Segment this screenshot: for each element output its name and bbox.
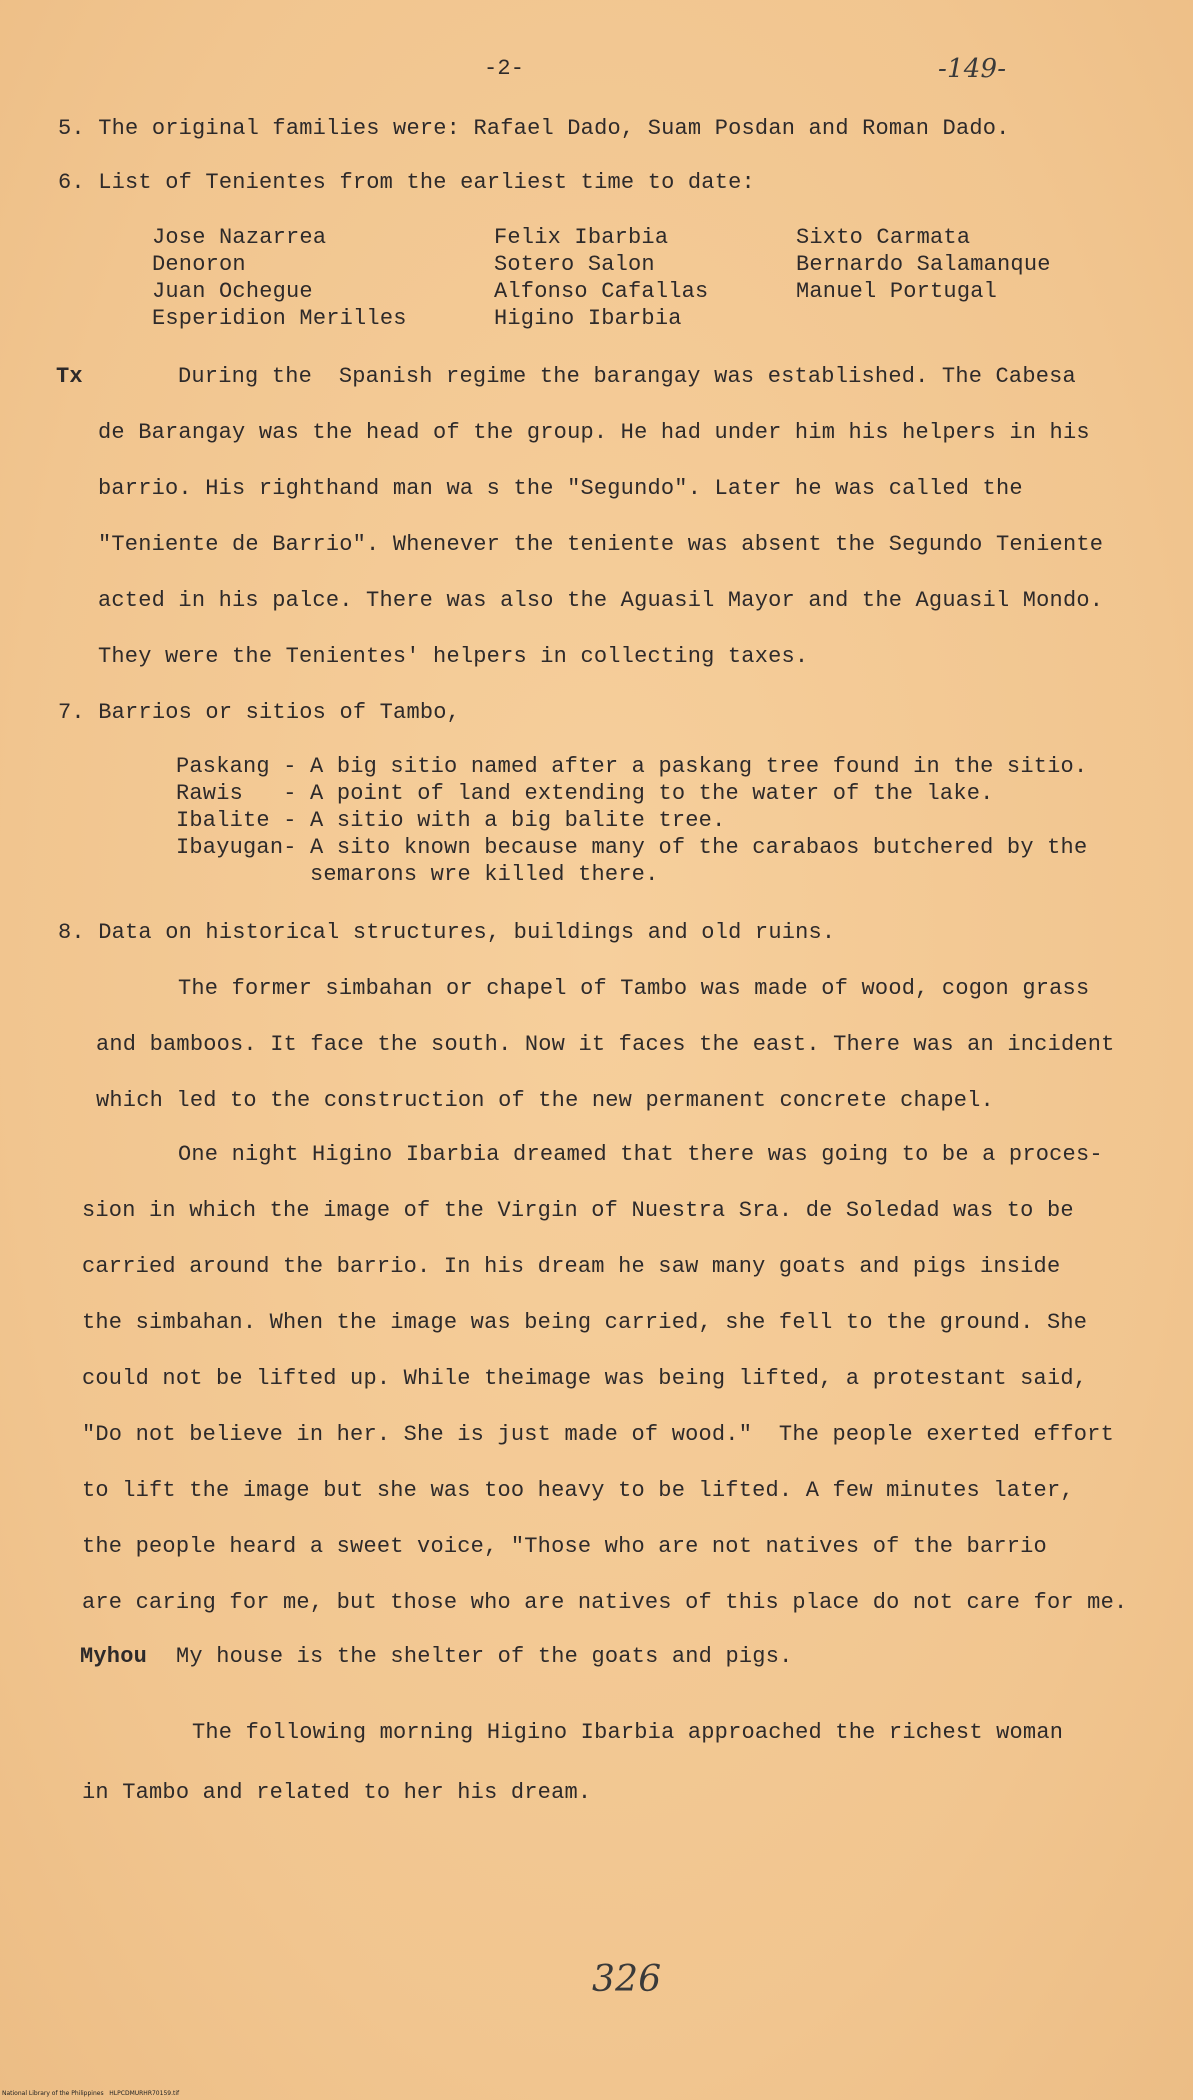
paragraph-line: They were the Tenientes' helpers in collecting taxes. [98, 644, 809, 669]
scan-footer: National Library of the Philippines HLPCDMURHR70159.tif [2, 2090, 180, 2097]
teniente-name: Juan Ochegue [152, 279, 313, 304]
page-number: -2- [484, 56, 525, 81]
paragraph-line: could not be lifted up. While theimage was being lifted, a protestant said, [82, 1366, 1088, 1391]
paragraph-line: The former simbahan or chapel of Tambo was made of wood, cogon grass [178, 976, 1090, 1001]
paragraph-line: in Tambo and related to her his dream. [82, 1780, 592, 1805]
teniente-name: Alfonso Cafallas [494, 279, 709, 304]
paragraph-line: which led to the construction of the new permanent concrete chapel. [96, 1088, 994, 1113]
paragraph-line: "Teniente de Barrio". Whenever the teniente was absent the Segundo Teniente [98, 532, 1104, 557]
sitio-entry: Ibayugan- A sito known because many of the carabaos butchered by the [176, 835, 1088, 860]
handwritten-folio-number: 326 [592, 1959, 662, 2000]
paragraph-line: to lift the image but she was too heavy to be lifted. A few minutes later, [82, 1478, 1074, 1503]
teniente-name: Sotero Salon [494, 252, 655, 277]
paragraph-line: barrio. His righthand man wa s the "Segundo". Later he was called the [98, 476, 1023, 501]
paragraph-line: and bamboos. It face the south. Now it faces the east. There was an incident [96, 1032, 1115, 1057]
paragraph-line: de Barangay was the head of the group. He had under him his helpers in his [98, 420, 1090, 445]
sitio-entry: semarons wre killed there. [176, 862, 659, 887]
paragraph-line: During the Spanish regime the barangay was established. The Cabesa [178, 364, 1076, 389]
paragraph-line: The following morning Higino Ibarbia approached the richest woman [192, 1720, 1064, 1745]
paragraph-line: sion in which the image of the Virgin of Nuestra Sra. de Soledad was to be [82, 1198, 1074, 1223]
paragraph-line: the simbahan. When the image was being carried, she fell to the ground. She [82, 1310, 1088, 1335]
house-line: My house is the shelter of the goats and pigs. [176, 1644, 793, 1669]
sitio-entry: Ibalite - A sitio with a big balite tree. [176, 808, 726, 833]
strikeover-mark: Tx [56, 364, 83, 389]
item-5-families: 5. The original families were: Rafael Dado, Suam Posdan and Roman Dado. [58, 116, 1010, 141]
paragraph-line: One night Higino Ibarbia dreamed that there was going to be a proces- [178, 1142, 1103, 1167]
paragraph-line: acted in his palce. There was also the Aguasil Mayor and the Aguasil Mondo. [98, 588, 1104, 613]
strikeover-mark: Myhou [80, 1644, 148, 1669]
teniente-name: Sixto Carmata [796, 225, 971, 250]
item-6-heading: 6. List of Tenientes from the earliest time to date: [58, 170, 755, 195]
item-7-heading: 7. Barrios or sitios of Tambo, [58, 700, 461, 725]
paragraph-line: "Do not believe in her. She is just made of wood." The people exerted effort [82, 1422, 1114, 1447]
sitio-entry: Rawis - A point of land extending to the water of the lake. [176, 781, 994, 806]
teniente-name: Denoron [152, 252, 246, 277]
paragraph-line: carried around the barrio. In his dream he saw many goats and pigs inside [82, 1254, 1061, 1279]
handwritten-page-number: -149- [938, 54, 1007, 84]
teniente-name: Bernardo Salamanque [796, 252, 1051, 277]
teniente-name: Manuel Portugal [796, 279, 998, 304]
sitio-entry: Paskang - A big sitio named after a paskang tree found in the sitio. [176, 754, 1088, 779]
teniente-name: Felix Ibarbia [494, 225, 669, 250]
teniente-name: Jose Nazarrea [152, 225, 327, 250]
paragraph-line: are caring for me, but those who are natives of this place do not care for me. [82, 1590, 1128, 1615]
paragraph-line: the people heard a sweet voice, "Those who are not natives of the barrio [82, 1534, 1047, 1559]
teniente-name: Higino Ibarbia [494, 306, 682, 331]
teniente-name: Esperidion Merilles [152, 306, 407, 331]
item-8-heading: 8. Data on historical structures, buildings and old ruins. [58, 920, 836, 945]
